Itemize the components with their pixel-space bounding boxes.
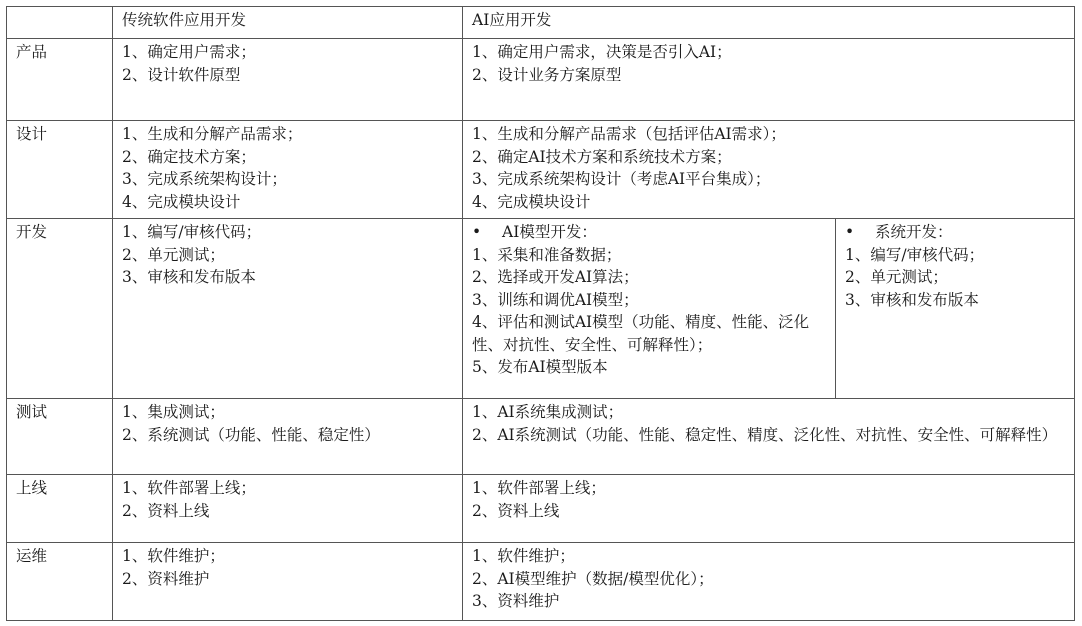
bullet-heading	[472, 221, 826, 244]
cell-line: 2、设计软件原型	[122, 65, 241, 84]
cell-line: 2、确定AI技术方案和系统技术方案；	[472, 147, 732, 166]
cell-line: 2、资料上线	[122, 501, 210, 520]
cell-line: 1、软件维护；	[122, 547, 225, 565]
header-corner-cell	[7, 7, 113, 39]
cell-line: 1、确定用户需求，决策是否引入AI；	[472, 43, 732, 61]
stage-cell: 产品	[7, 39, 113, 121]
cell-line: 1、编写/审核代码；	[122, 223, 262, 241]
table-header-row	[7, 7, 1075, 39]
ai-system-dev-cell	[836, 219, 1075, 399]
ai-cell	[463, 475, 1075, 543]
cell-line: 2、资料维护	[122, 569, 210, 588]
stage-cell: 上线	[7, 475, 113, 543]
stage-cell: 测试	[7, 399, 113, 475]
table-row-design	[7, 121, 1075, 219]
section-title: AI模型开发：	[502, 223, 597, 241]
cell-line: 1、软件部署上线；	[472, 479, 606, 497]
section-title: 系统开发：	[875, 223, 953, 241]
traditional-cell	[113, 39, 463, 121]
cell-line: 2、单元测试；	[122, 245, 225, 264]
bullet-icon: •	[472, 223, 482, 241]
cell-line: 2、资料上线	[472, 501, 560, 520]
traditional-cell	[113, 543, 463, 621]
ai-cell	[463, 121, 1075, 219]
traditional-cell	[113, 121, 463, 219]
cell-line: 4、评估和测试AI模型（功能、精度、性能、泛化性、对抗性、安全性、可解释性）；	[472, 313, 810, 354]
ai-cell	[463, 399, 1075, 475]
cell-line: 3、资料维护	[472, 592, 560, 610]
cell-line: 2、设计业务方案原型	[472, 65, 622, 84]
cell-line: 2、AI模型维护（数据/模型优化）；	[472, 569, 714, 588]
table-row-operations	[7, 543, 1075, 621]
cell-line: 1、编写/审核代码；	[845, 245, 985, 264]
cell-line: 2、确定技术方案；	[122, 147, 256, 166]
stage-cell: 设计	[7, 121, 113, 219]
cell-line: 2、系统测试（功能、性能、稳定性）	[122, 425, 380, 444]
cell-line: 3、训练和调优AI模型；	[472, 290, 639, 309]
stage-cell: 运维	[7, 543, 113, 621]
table-row-development	[7, 219, 1075, 399]
cell-line: 1、软件部署上线；	[122, 479, 256, 497]
comparison-table	[6, 6, 1075, 621]
cell-line: 3、审核和发布版本	[845, 290, 979, 309]
cell-line: 1、生成和分解产品需求（包括评估AI需求）；	[472, 125, 786, 143]
header-ai-cell: AI应用开发	[463, 7, 1075, 39]
cell-line: 1、生成和分解产品需求；	[122, 125, 303, 143]
header-traditional-cell: 传统软件应用开发	[113, 7, 463, 39]
bullet-icon: •	[845, 223, 855, 241]
table-row-launch	[7, 475, 1075, 543]
cell-line: 1、AI系统集成测试；	[472, 403, 624, 421]
cell-line: 1、软件维护；	[472, 547, 575, 565]
bullet-heading	[845, 221, 1065, 244]
cell-line: 3、完成系统架构设计（考虑AI平台集成）；	[472, 170, 771, 188]
cell-line: 4、完成模块设计	[122, 192, 241, 211]
cell-line: 1、确定用户需求；	[122, 43, 256, 61]
cell-line: 2、单元测试；	[845, 268, 948, 286]
cell-line: 1、采集和准备数据；	[472, 245, 622, 264]
cell-line: 5、发布AI模型版本	[472, 358, 608, 376]
cell-line: 3、审核和发布版本	[122, 268, 256, 286]
ai-cell	[463, 543, 1075, 621]
ai-cell	[463, 39, 1075, 121]
traditional-cell	[113, 399, 463, 475]
ai-model-dev-cell	[463, 219, 836, 399]
table-row-testing	[7, 399, 1075, 475]
cell-line: 3、完成系统架构设计；	[122, 170, 287, 188]
table-row-product	[7, 39, 1075, 121]
cell-line: 1、集成测试；	[122, 403, 225, 421]
traditional-cell	[113, 475, 463, 543]
cell-line: 4、完成模块设计	[472, 192, 591, 211]
traditional-cell	[113, 219, 463, 399]
cell-line: 2、AI系统测试（功能、性能、稳定性、精度、泛化性、对抗性、安全性、可解释性）	[472, 425, 1058, 444]
stage-cell: 开发	[7, 219, 113, 399]
cell-line: 2、选择或开发AI算法；	[472, 268, 639, 286]
